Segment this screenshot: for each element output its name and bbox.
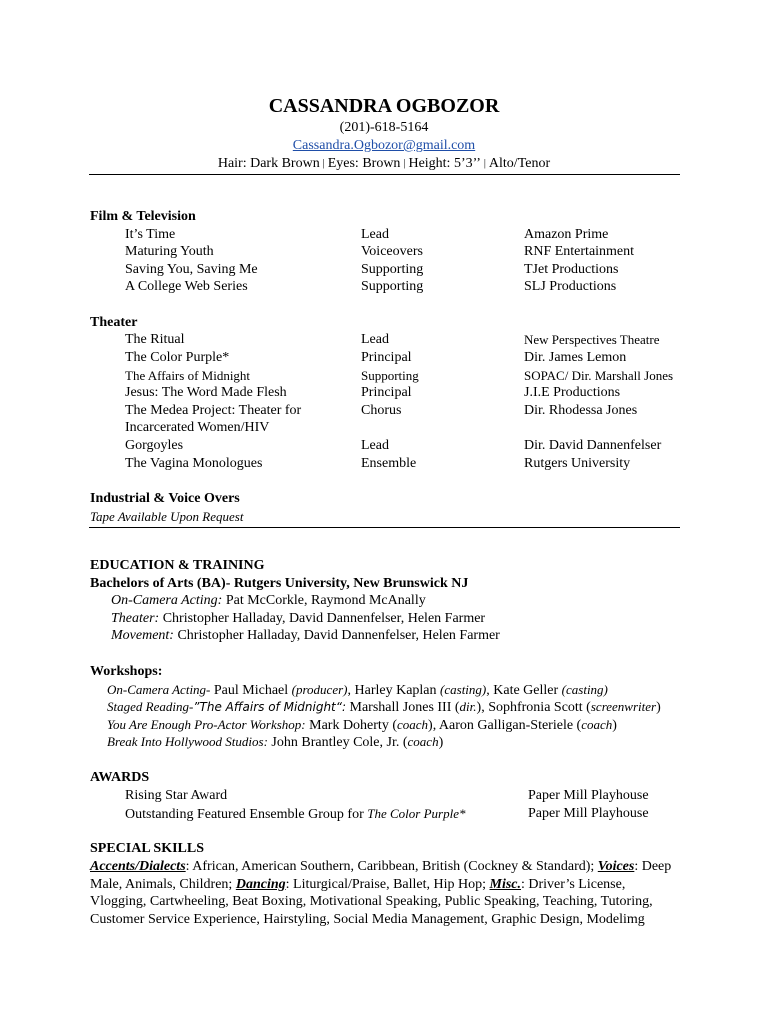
workshops-heading: Workshops:: [90, 664, 163, 679]
instructor-role: dir.: [459, 699, 477, 714]
skill-list: : Driver’s License,: [521, 877, 626, 892]
award-org: Paper Mill Playhouse: [528, 806, 649, 821]
credit-role: Ensemble: [361, 456, 417, 471]
instructor: , Kate Geller: [486, 683, 562, 698]
credit-role: Supporting: [361, 262, 424, 277]
credit-title: The Affairs of Midnight: [125, 368, 251, 383]
training-instructors: Christopher Halladay, David Dannenfelser, Helen Farmer: [173, 628, 500, 643]
workshop-play-title: ”The Affairs of Midnight“:: [193, 700, 347, 714]
credit-title: Jesus: The Word Made Flesh: [125, 385, 287, 400]
instructor-role: (producer): [291, 682, 348, 697]
credit-role: Principal: [361, 350, 412, 365]
skills-line: Vlogging, Cartwheeling, Beat Boxing, Motivational Speaking, Public Speaking, Teaching, Tutoring,: [90, 894, 653, 909]
training-instructors: Christopher Halladay, David Dannenfelser, Helen Farmer: [159, 611, 486, 626]
credit-company: Rutgers University: [524, 456, 631, 471]
degree: Bachelors of Arts (BA)- Rutgers University, New Brunswick NJ: [90, 576, 469, 591]
training-label: Movement:: [111, 628, 174, 643]
skill-category: Misc.: [489, 877, 521, 892]
credit-company: SLJ Productions: [524, 279, 617, 294]
film-heading: Film & Television: [90, 209, 196, 224]
workshop-label: On-Camera Acting-: [107, 682, 211, 697]
workshop-label: Break Into Hollywood Studios:: [107, 734, 268, 749]
credit-company: J.I.E Productions: [524, 385, 621, 400]
instructor: Mark Doherty (: [305, 718, 397, 733]
skill-category: Accents/Dialects: [90, 859, 186, 874]
instructor: Paul Michael: [210, 683, 292, 698]
training-line: [111, 592, 426, 609]
credit-role: Chorus: [361, 403, 402, 418]
award-show: The Color Purple*: [367, 806, 466, 821]
credit-title: It’s Time: [125, 227, 176, 242]
credit-title: The Color Purple*: [125, 350, 230, 365]
skills-line: [90, 858, 671, 875]
credit-title: Gorgoyles: [125, 438, 184, 453]
resume-name: CASSANDRA OGBOZOR: [268, 95, 500, 117]
skills-line: [90, 876, 625, 893]
tape-note: Tape Available Upon Request: [90, 509, 244, 524]
physical-stats: [0, 155, 768, 172]
workshop-label: Staged Reading-: [107, 699, 194, 714]
instructor-role: screenwriter: [590, 699, 657, 714]
separator: |: [483, 158, 486, 169]
instructor-role: (casting): [561, 682, 608, 697]
workshop-line: [107, 716, 617, 734]
credit-company: Dir. James Lemon: [524, 350, 627, 365]
award-title: [125, 805, 465, 823]
instructor-role: coach: [397, 717, 429, 732]
instructor: ): [612, 718, 617, 733]
skill-list: : Liturgical/Praise, Ballet, Hip Hop;: [285, 877, 490, 892]
instructor: , Harley Kaplan: [347, 683, 441, 698]
vocal-range: Alto/Tenor: [488, 156, 551, 171]
credit-company: Dir. David Dannenfelser: [524, 438, 662, 453]
credit-company: Dir. Rhodessa Jones: [524, 403, 638, 418]
instructor: ), Aaron Galligan-Steriele (: [428, 718, 582, 733]
height: Height: 5’3’’: [408, 156, 481, 171]
credit-role: Principal: [361, 385, 412, 400]
instructor-role: (casting): [440, 682, 487, 697]
awards-heading: AWARDS: [90, 770, 150, 785]
credit-title: Incarcerated Women/HIV: [125, 420, 270, 435]
credit-company: New Perspectives Theatre: [524, 332, 660, 347]
credit-title: A College Web Series: [125, 279, 248, 294]
credit-title: The Vagina Monologues: [125, 456, 263, 471]
training-line: [111, 627, 500, 644]
instructor: ): [656, 700, 661, 715]
credit-role: Supporting: [361, 368, 419, 383]
credit-role: Lead: [361, 438, 389, 453]
credit-role: Lead: [361, 332, 389, 347]
workshop-line: [107, 733, 443, 751]
workshop-line: [107, 698, 661, 716]
email-link[interactable]: Cassandra.Ogbozor@gmail.com: [292, 138, 476, 153]
training-label: Theater:: [111, 611, 160, 626]
eye-color: Eyes: Brown: [327, 156, 401, 171]
industrial-heading: Industrial & Voice Overs: [90, 491, 240, 506]
credit-title: Saving You, Saving Me: [125, 262, 258, 277]
instructor: John Brantley Cole, Jr. (: [267, 735, 408, 750]
training-instructors: Pat McCorkle, Raymond McAnally: [222, 593, 426, 608]
instructor-role: coach: [407, 734, 439, 749]
skills-heading: SPECIAL SKILLS: [90, 841, 204, 856]
workshop-line: [107, 681, 608, 699]
award-text: Outstanding Featured Ensemble Group for: [125, 807, 368, 822]
hair-color: Hair: Dark Brown: [217, 156, 320, 171]
credit-company: RNF Entertainment: [524, 244, 635, 259]
phone-number: (201)-618-5164: [339, 120, 429, 135]
training-label: On-Camera Acting:: [111, 593, 223, 608]
skill-category: Voices: [597, 859, 635, 874]
education-heading: EDUCATION & TRAINING: [90, 558, 265, 573]
credit-title: The Ritual: [125, 332, 185, 347]
credit-title: The Medea Project: Theater for: [125, 403, 302, 418]
credit-title: Maturing Youth: [125, 244, 214, 259]
award-org: Paper Mill Playhouse: [528, 788, 649, 803]
skills-line: Customer Service Experience, Hairstyling, Social Media Management, Graphic Design, Modelimg: [90, 912, 645, 927]
section-divider: [89, 527, 680, 528]
theater-heading: Theater: [90, 315, 138, 330]
credit-role: Lead: [361, 227, 389, 242]
instructor: ), Sophfronia Scott (: [476, 700, 591, 715]
skill-list: : African, American Southern, Caribbean, British (Cockney & Standard);: [185, 859, 598, 874]
award-title: Rising Star Award: [125, 788, 228, 803]
separator: |: [322, 158, 325, 169]
skill-category: Dancing: [235, 877, 286, 892]
credit-role: Voiceovers: [361, 244, 423, 259]
header-divider: [89, 174, 680, 175]
workshop-label: You Are Enough Pro-Actor Workshop:: [107, 717, 306, 732]
skill-list: Male, Animals, Children;: [90, 877, 236, 892]
credit-company: SOPAC/ Dir. Marshall Jones: [524, 368, 674, 383]
credit-company: Amazon Prime: [524, 227, 609, 242]
separator: |: [403, 158, 406, 169]
instructor: Marshall Jones III (: [346, 700, 460, 715]
training-line: [111, 610, 485, 627]
skill-list: : Deep: [634, 859, 672, 874]
credit-role: Supporting: [361, 279, 424, 294]
instructor: ): [438, 735, 444, 750]
instructor-role: coach: [581, 717, 613, 732]
credit-company: TJet Productions: [524, 262, 619, 277]
